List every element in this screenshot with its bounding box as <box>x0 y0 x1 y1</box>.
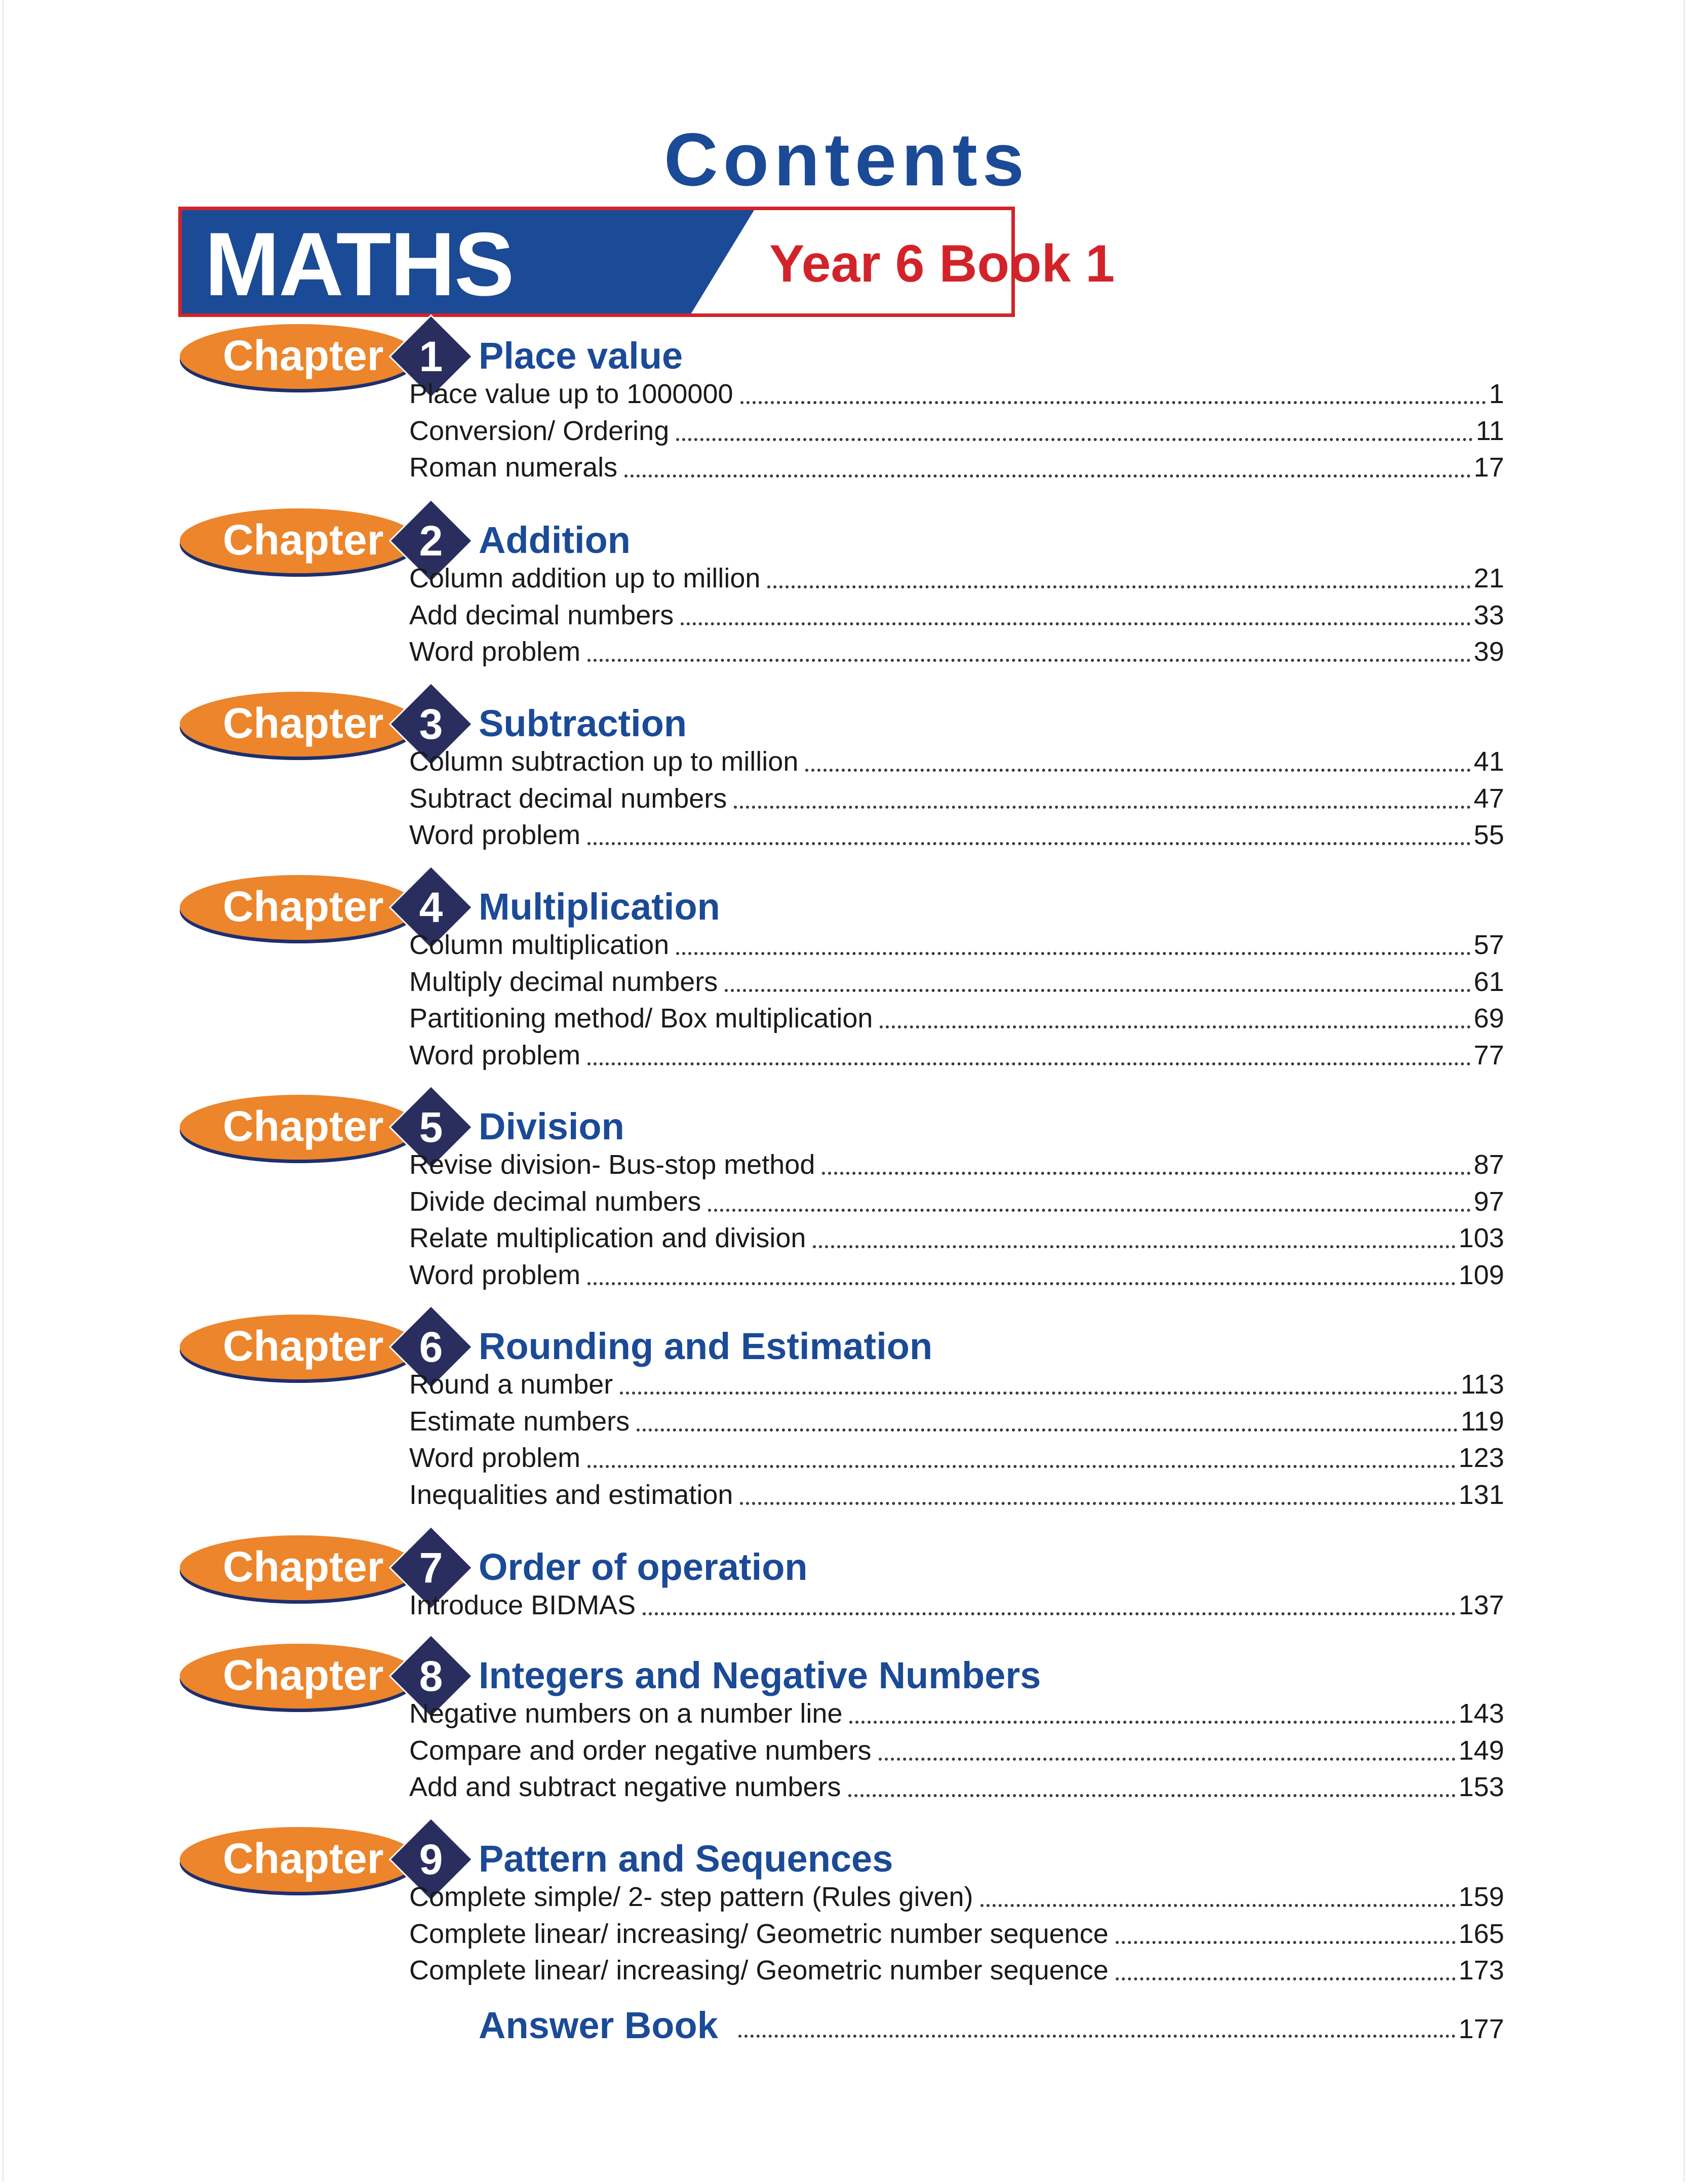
toc-entry-page: 113 <box>1460 1369 1504 1400</box>
toc-entry-label: Negative numbers on a number line <box>409 1698 843 1729</box>
toc-entry[interactable] <box>409 633 1504 670</box>
chapter-number: 9 <box>419 1836 443 1883</box>
dot-leader <box>587 1282 1456 1285</box>
chapter-title[interactable]: Division <box>479 1105 624 1147</box>
chapter-title[interactable]: Addition <box>479 519 631 561</box>
toc-entry[interactable] <box>409 560 1504 597</box>
dot-leader <box>738 2035 1456 2038</box>
chapter-title[interactable]: Rounding and Estimation <box>479 1325 933 1367</box>
chapter-title[interactable]: Order of operation <box>479 1546 808 1588</box>
toc-entry-label: Estimate numbers <box>409 1406 630 1437</box>
toc-entry-page: 97 <box>1473 1186 1504 1217</box>
toc-entry-page: 165 <box>1458 1919 1504 1949</box>
dot-leader <box>587 659 1471 662</box>
toc-entry-label: Introduce BIDMAS <box>409 1590 636 1620</box>
answer-book-entry[interactable] <box>479 2000 1504 2051</box>
toc-entry-page: 1 <box>1488 379 1504 409</box>
dot-leader <box>620 1392 1458 1395</box>
toc-entry[interactable] <box>409 1257 1504 1293</box>
toc-entry[interactable] <box>409 1366 1504 1403</box>
toc-entry[interactable] <box>409 1220 1504 1256</box>
toc-entry-label: Word problem <box>409 1040 581 1070</box>
toc-entry-page: 77 <box>1473 1040 1504 1070</box>
dot-leader <box>880 1025 1470 1028</box>
dot-leader <box>676 438 1473 441</box>
toc-entry[interactable] <box>409 1183 1504 1220</box>
toc-entry-page: 143 <box>1458 1698 1504 1729</box>
toc-entry-page: 149 <box>1458 1735 1504 1766</box>
toc-entry[interactable] <box>409 1000 1504 1037</box>
toc-entry[interactable] <box>409 1587 1504 1623</box>
toc-entry[interactable] <box>409 743 1504 780</box>
chapter-label: Chapter <box>223 699 384 747</box>
toc-entry-page: 119 <box>1460 1406 1504 1437</box>
toc-entry[interactable] <box>409 597 1504 633</box>
chapter-label: Chapter <box>223 1651 384 1699</box>
dot-leader <box>587 842 1471 845</box>
dot-leader <box>725 989 1471 992</box>
banner-subject: MATHS <box>205 214 514 314</box>
toc-entry-page: 39 <box>1473 637 1504 667</box>
toc-entry[interactable] <box>409 413 1504 449</box>
toc-entry-page: 41 <box>1473 746 1504 777</box>
chapter-label: Chapter <box>223 1322 384 1370</box>
dot-leader <box>624 474 1471 478</box>
toc-entry[interactable] <box>409 1146 1504 1183</box>
toc-entry-label: Column multiplication <box>409 930 670 960</box>
dot-leader <box>740 1502 1455 1505</box>
chapter-label: Chapter <box>223 1543 384 1591</box>
toc-entry[interactable] <box>409 1879 1504 1915</box>
dot-leader <box>708 1209 1471 1212</box>
toc-entry-label: Complete linear/ increasing/ Geometric number sequence <box>409 1919 1109 1949</box>
toc-entry-page: 57 <box>1473 930 1504 960</box>
toc-entry-page: 103 <box>1458 1223 1504 1253</box>
toc-entry[interactable] <box>409 1732 1504 1769</box>
toc-entry-page: 123 <box>1458 1443 1504 1473</box>
dot-leader <box>587 1062 1471 1065</box>
page-title: Contents <box>663 118 1030 202</box>
toc-entry[interactable] <box>409 1440 1504 1476</box>
toc-entry-page: 131 <box>1458 1480 1504 1510</box>
chapter-title[interactable]: Pattern and Sequences <box>479 1838 893 1880</box>
dot-leader <box>734 806 1471 809</box>
toc-entry-page: 153 <box>1458 1772 1504 1802</box>
toc-entry-label: Add and subtract negative numbers <box>409 1772 841 1802</box>
toc-entry[interactable] <box>409 964 1504 1000</box>
toc-entry-label: Complete linear/ increasing/ Geometric number sequence <box>409 1955 1109 1986</box>
toc-entry[interactable] <box>409 1477 1504 1513</box>
chapter-number: 8 <box>419 1652 443 1700</box>
dot-leader <box>879 1758 1456 1761</box>
dot-leader <box>767 585 1471 588</box>
chapter-number: 7 <box>419 1544 443 1592</box>
toc-entry[interactable] <box>409 817 1504 853</box>
toc-entry-page: 11 <box>1475 416 1504 446</box>
chapter-number: 6 <box>419 1323 443 1371</box>
toc-entry-label: Column subtraction up to million <box>409 746 799 777</box>
toc-entry-label: Add decimal numbers <box>409 600 674 630</box>
chapter-label: Chapter <box>223 516 384 564</box>
dot-leader <box>813 1245 1455 1248</box>
dot-leader <box>643 1612 1456 1615</box>
toc-entry[interactable] <box>409 780 1504 817</box>
chapter-number: 4 <box>419 884 443 931</box>
toc-entry-page: 47 <box>1473 783 1504 814</box>
dot-leader <box>849 1721 1455 1724</box>
toc-entry-page: 17 <box>1473 452 1504 483</box>
toc-entry[interactable] <box>409 1952 1504 1989</box>
dot-leader <box>637 1428 1458 1432</box>
toc-entry-label: Subtract decimal numbers <box>409 783 727 814</box>
chapter-label: Chapter <box>223 1835 384 1882</box>
dot-leader <box>805 769 1471 772</box>
toc-entry[interactable] <box>409 376 1504 412</box>
toc-entry[interactable] <box>409 1037 1504 1074</box>
chapter-number: 3 <box>419 700 443 748</box>
chapter-number: 5 <box>419 1103 443 1151</box>
toc-entry-label: Multiply decimal numbers <box>409 967 718 997</box>
toc-entry[interactable] <box>409 1916 1504 1952</box>
toc-entry-page: 69 <box>1473 1003 1504 1034</box>
toc-entry-label: Complete simple/ 2- step pattern (Rules given) <box>409 1882 973 1912</box>
toc-entry-label: Divide decimal numbers <box>409 1186 701 1217</box>
toc-entry-label: Roman numerals <box>409 452 618 483</box>
subject-banner <box>178 207 1115 317</box>
banner-book: Year 6 Book 1 <box>769 234 1115 293</box>
dot-leader <box>980 1904 1456 1907</box>
dot-leader <box>1116 1977 1456 1980</box>
dot-leader <box>822 1172 1471 1175</box>
dot-leader <box>587 1465 1456 1468</box>
chapter-title[interactable]: Subtraction <box>479 702 687 744</box>
chapter-title[interactable]: Multiplication <box>479 886 720 928</box>
toc-entry-label: Inequalities and estimation <box>409 1480 733 1510</box>
toc-entry-page: 55 <box>1473 820 1504 850</box>
dot-leader <box>681 622 1471 625</box>
toc-entry-label: Relate multiplication and division <box>409 1223 806 1253</box>
chapter-title[interactable]: Place value <box>479 335 683 377</box>
chapter-label: Chapter <box>223 332 384 379</box>
toc-entry-page: 33 <box>1473 600 1504 630</box>
toc-entry-label: Word problem <box>409 1260 581 1290</box>
chapter-title[interactable]: Integers and Negative Numbers <box>479 1654 1041 1696</box>
toc-entry-page: 21 <box>1473 563 1504 593</box>
toc-entry-label: Round a number <box>409 1369 613 1400</box>
chapter-number: 2 <box>419 517 443 565</box>
toc-entry-label: Word problem <box>409 1443 581 1473</box>
answer-book-page: 177 <box>1458 2014 1504 2044</box>
toc-entry-label: Revise division- Bus-stop method <box>409 1149 815 1180</box>
toc-entry-page: 173 <box>1458 1955 1504 1986</box>
toc-entry-label: Place value up to 1000000 <box>409 379 733 409</box>
toc-entry-page: 159 <box>1458 1882 1504 1912</box>
toc-entry[interactable] <box>409 1695 1504 1732</box>
chapter-label: Chapter <box>223 1102 384 1150</box>
toc-entry-label: Word problem <box>409 820 581 850</box>
dot-leader <box>676 952 1471 955</box>
toc-entry-label: Compare and order negative numbers <box>409 1735 872 1766</box>
toc-entry[interactable] <box>409 1403 1504 1440</box>
toc-entry-label: Partitioning method/ Box multiplication <box>409 1003 873 1034</box>
chapter-label: Chapter <box>223 883 384 930</box>
toc-entry[interactable] <box>409 1769 1504 1805</box>
toc-entry-label: Column addition up to million <box>409 563 761 593</box>
answer-book-label: Answer Book <box>479 2004 718 2046</box>
dot-leader <box>740 401 1486 404</box>
dot-leader <box>848 1794 1456 1797</box>
toc-entry-page: 109 <box>1458 1260 1504 1290</box>
chapter-number: 1 <box>419 333 443 380</box>
toc-entry-label: Word problem <box>409 637 581 667</box>
toc-entry-page: 87 <box>1473 1149 1504 1180</box>
toc-entry[interactable] <box>409 449 1504 486</box>
toc-entry-page: 61 <box>1473 967 1504 997</box>
dot-leader <box>1116 1941 1456 1944</box>
toc-entry[interactable] <box>409 927 1504 963</box>
toc-entry-page: 137 <box>1458 1590 1504 1620</box>
toc-entry-label: Conversion/ Ordering <box>409 416 670 446</box>
